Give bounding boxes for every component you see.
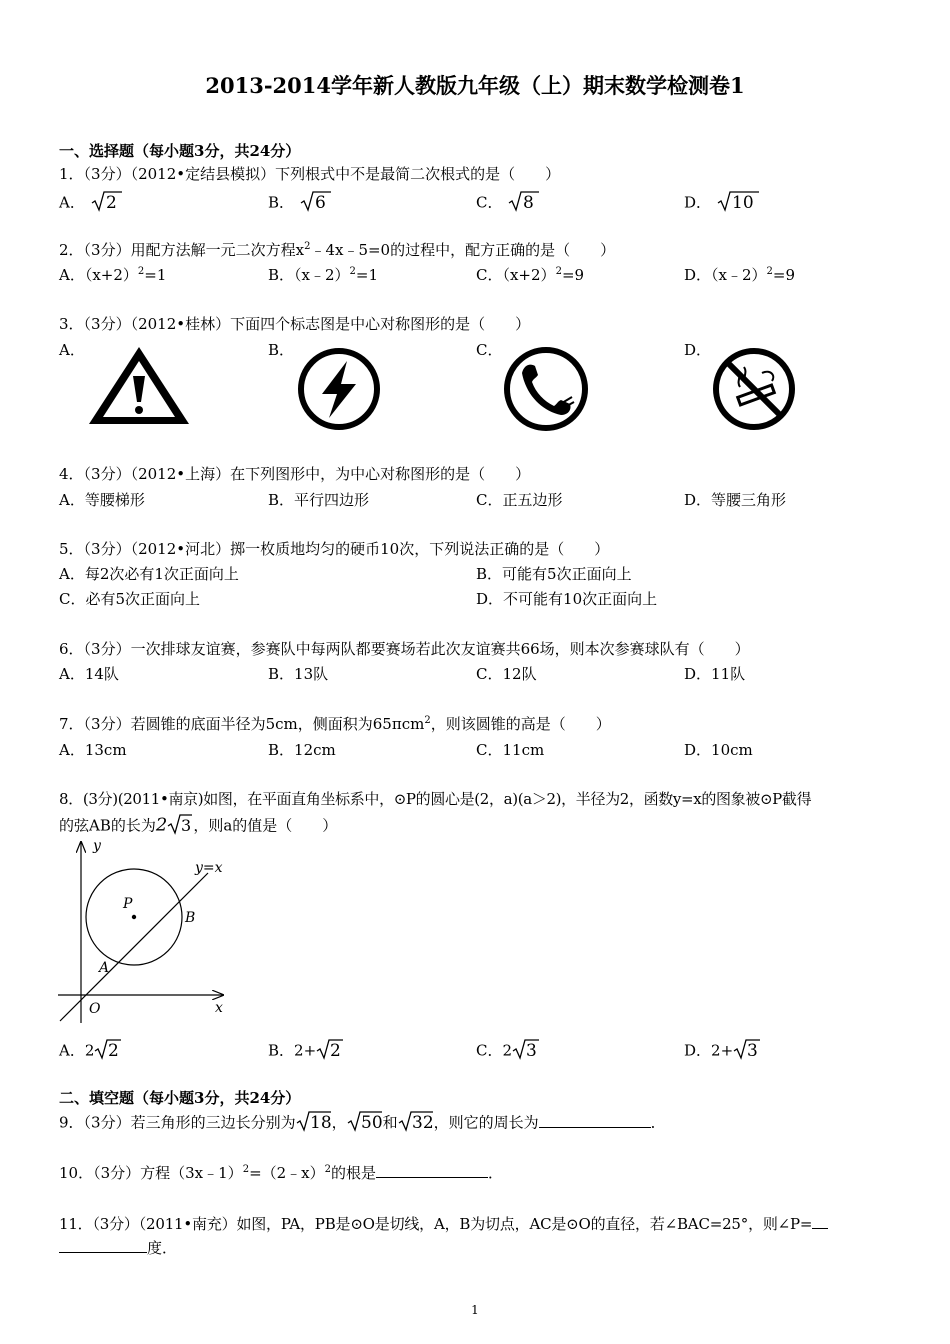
q6-option-c: C．12队	[476, 665, 537, 683]
page-number: 1	[471, 1303, 479, 1317]
radicand: 2	[105, 193, 117, 212]
question-1-stem: 1．（3分）（2012•定结县模拟）下列根式中不是最简二次根式的是（ ）	[59, 165, 561, 183]
answer-blank[interactable]	[812, 1214, 828, 1229]
q8-option-a: A．2 2	[59, 1038, 122, 1065]
section-heading-fill: 二、填空题（每小题3分，共24分）	[59, 1089, 301, 1107]
sqrt-icon	[716, 190, 760, 217]
question-9: 9．（3分）若三角形的三边长分别为 18 ， 50 和 32 ，则它的周长为 ．	[59, 1110, 666, 1137]
point-label-a: A	[99, 960, 110, 976]
question-3-stem: 3．（3分）（2012•桂林）下面四个标志图是中心对称图形的是（ ）	[59, 315, 531, 333]
q2-option-a: A．$(x+2)^2=1$	[59, 266, 167, 284]
center-point-p	[132, 915, 136, 919]
sqrt-icon	[507, 190, 541, 217]
option-letter: A．	[59, 193, 85, 212]
option-letter: B．	[268, 193, 295, 212]
q4-option-c: C．正五边形	[476, 491, 563, 509]
svg-text:3: 3	[747, 1041, 758, 1060]
question-10: 10．（3分）方程（3x﹣1）$^2$=（2﹣x）$^2$的根是 ．	[59, 1164, 504, 1182]
question-8-stem-line1: 8．(3分)(2011•南京)如图，在平面直角坐标系中，⊙P的圆心是(2，a)(a＞2)，半径为2，函数y=x的图象被⊙P截得	[59, 790, 812, 808]
svg-text:2: 2	[108, 1041, 120, 1060]
q7-option-c: C．11cm	[476, 741, 545, 759]
sqrt-icon	[299, 190, 333, 217]
point-label-p: P	[123, 896, 133, 912]
q1-option-c	[476, 190, 541, 217]
q4-option-d: D．等腰三角形	[684, 491, 787, 509]
q4-option-b: B．平行四边形	[268, 491, 370, 509]
q5-option-c: C．必有5次正面向上	[59, 590, 201, 608]
svg-text:3: 3	[181, 816, 192, 835]
sqrt-icon	[316, 1038, 344, 1065]
line-y-equals-x	[60, 873, 208, 1021]
q4-option-a: A．等腰梯形	[59, 491, 145, 509]
q1-option-a	[59, 190, 124, 217]
question-4-stem: 4．（3分）（2012•上海）在下列图形中，为中心对称图形的是（ ）	[59, 465, 531, 483]
sqrt-icon	[296, 1110, 332, 1137]
no-smoking-icon	[710, 345, 798, 433]
radicand: 8	[523, 193, 535, 212]
point-label-b: B	[185, 910, 196, 926]
q5-option-d: D．不可能有10次正面向上	[476, 590, 658, 608]
q6-option-d: D．11队	[684, 665, 746, 683]
sqrt-icon	[94, 1038, 122, 1065]
x-axis-label: x	[215, 1000, 223, 1016]
q6-option-b: B．13队	[268, 665, 329, 683]
sqrt-icon	[398, 1110, 434, 1137]
q6-option-a: A．14队	[59, 665, 119, 683]
svg-text:2: 2	[330, 1041, 341, 1060]
question-11-line1: 11．（3分）（2011•南充）如图，PA，PB是⊙O是切线，A，B为切点，AC是⊙O的直径，若∠BAC=25°，则∠P=	[59, 1214, 828, 1234]
q5-option-a: A．每2次必有1次正面向上	[59, 565, 239, 583]
q3-option-a: A．	[59, 341, 85, 359]
sqrt-icon	[347, 1110, 383, 1137]
q8-option-d: D．2+ 3	[684, 1038, 761, 1065]
q3-option-b: B．	[268, 341, 295, 359]
warning-triangle-icon	[86, 344, 192, 428]
q5-option-b: B．可能有5次正面向上	[476, 565, 632, 583]
svg-text:18: 18	[309, 1113, 332, 1132]
q7-option-d: D．10cm	[684, 741, 753, 759]
page-title: 2013-2014学年新人教版九年级（上）期末数学检测卷1	[205, 73, 745, 98]
option-letter: C．	[476, 193, 503, 212]
question-11-line2: 度．	[59, 1238, 177, 1258]
sqrt-icon	[733, 1038, 761, 1065]
coordinate-figure	[55, 838, 235, 1030]
question-8-stem-line2: 的弦AB的长为2 3 ，则a的值是（ ）	[59, 813, 337, 840]
q8-option-b: B．2+ 2	[268, 1038, 344, 1065]
radicand: 6	[314, 193, 326, 212]
y-axis-label: y	[93, 838, 101, 854]
origin-label: O	[89, 1001, 101, 1017]
answer-blank-continued[interactable]	[59, 1238, 147, 1253]
q2-option-b: B．（x﹣2）$^2$=1	[268, 266, 379, 284]
option-letter: D．	[684, 193, 712, 212]
question-6-stem: 6．（3分）一次排球友谊赛，参赛队中每两队都要赛场若此次友谊赛共66场，则本次参赛球队有（ ）	[59, 640, 750, 658]
svg-text:50: 50	[360, 1113, 383, 1132]
q7-option-b: B．12cm	[268, 741, 336, 759]
svg-text:32: 32	[411, 1113, 434, 1132]
answer-blank[interactable]	[376, 1163, 488, 1178]
sqrt-icon	[167, 813, 193, 840]
question-2-stem: 2．（3分）用配方法解一元二次方程$x^2﹣4x﹣5=0$的过程中，配方正确的是（ ）	[59, 241, 616, 259]
section-heading-choice: 一、选择题（每小题3分，共24分）	[59, 142, 301, 160]
radicand: 10	[731, 193, 754, 212]
q3-option-c: C．	[476, 341, 503, 359]
q2-option-d: D．（x﹣2）$^2$=9	[684, 266, 796, 284]
lightning-bolt-icon	[296, 346, 382, 432]
sqrt-icon	[90, 190, 124, 217]
svg-text:3: 3	[526, 1041, 537, 1060]
q7-option-a: A．13cm	[59, 741, 127, 759]
q1-option-d	[684, 190, 760, 217]
line-label: y=x	[195, 860, 223, 876]
q2-option-c: C．$(x+2)^2=9$	[476, 266, 585, 284]
question-5-stem: 5．（3分）（2012•河北）掷一枚质地均匀的硬币10次，下列说法正确的是（ ）	[59, 540, 610, 558]
q8-option-c: C．2 3	[476, 1038, 540, 1065]
telephone-handset-icon	[502, 345, 590, 433]
q3-option-d: D．	[684, 341, 712, 359]
sqrt-icon	[512, 1038, 540, 1065]
answer-blank[interactable]	[539, 1113, 651, 1128]
q1-option-b	[268, 190, 333, 217]
question-7-stem: 7．（3分）若圆锥的底面半径为5cm，侧面积为65πcm$^2$，则该圆锥的高是（ ）	[59, 715, 611, 733]
